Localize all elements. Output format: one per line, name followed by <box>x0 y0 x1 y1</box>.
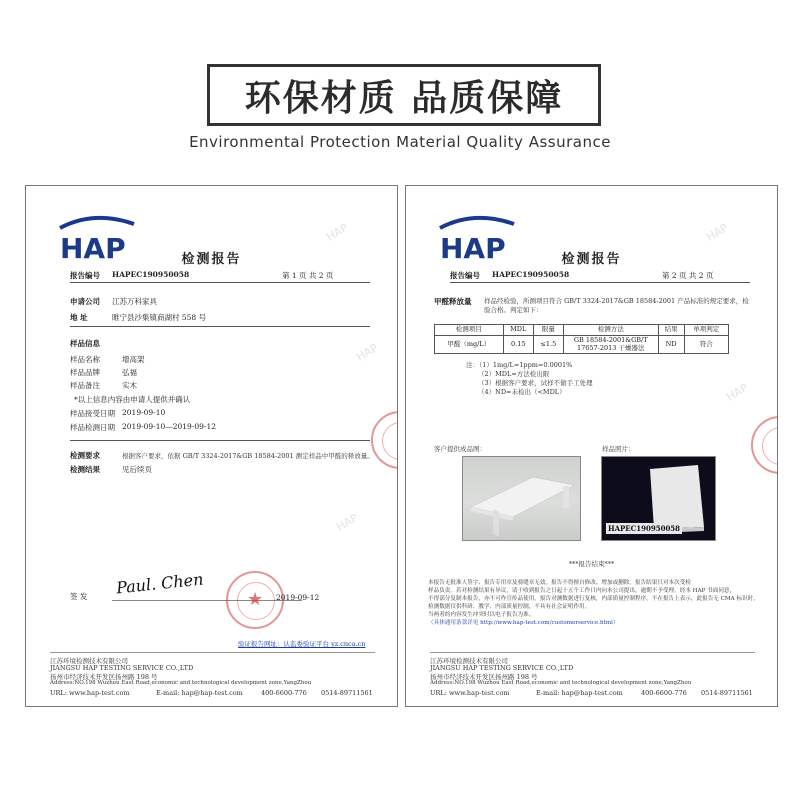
table-cell: 甲醛（mg/L） <box>435 335 504 354</box>
sample-note: *以上信息内容由申请人提供并确认 <box>74 395 191 404</box>
signature-label: 签 发 <box>70 592 88 601</box>
watermark: HAP <box>724 381 751 404</box>
table-note: 注：（1）1mg/L=1ppm=0.0001% <box>466 361 573 369</box>
page-number: 第 2 页 共 2 页 <box>662 271 714 280</box>
table-row <box>435 335 729 354</box>
client-label: 申请公司 <box>70 297 100 306</box>
page-number: 第 1 页 共 2 页 <box>282 271 334 280</box>
result-label: 检测结果 <box>70 465 100 474</box>
table-note: （4）ND=未检出（<MDL） <box>478 388 566 396</box>
watermark: HAP <box>334 511 361 534</box>
address-value: 睢宁县沙集镇商湖村 558 号 <box>112 313 207 322</box>
table-cell: 0.15 <box>503 335 533 354</box>
footer-company-cn: 江苏环境检测技术有限公司 <box>430 657 508 665</box>
watermark: HAP <box>704 221 731 244</box>
requirement-label: 检测要求 <box>70 451 100 460</box>
table-header-cell: MDL <box>503 325 533 336</box>
report-end: ***报告结束*** <box>568 560 615 568</box>
divider <box>70 440 370 441</box>
photo-right-caption: 样品照片： <box>602 445 635 453</box>
footer-url: URL: www.hap-test.com <box>430 689 510 697</box>
report-page-2 <box>405 185 778 707</box>
report-no: HAPEC190950058 <box>492 270 570 279</box>
star-icon: ★ <box>247 589 264 610</box>
report-page-1 <box>25 185 398 707</box>
sample-photo-label: HAPEC190950058 <box>608 524 681 533</box>
page-seal <box>371 411 398 469</box>
table-header-cell: 检测项目 <box>435 325 504 336</box>
footer-address-en: Address:NO.198 Wuzhou East Road,economic and technological development zone,YangZhou <box>430 680 692 686</box>
table-header-row <box>435 325 729 336</box>
footer-email: E-mail: hap@hap-test.com <box>536 689 623 697</box>
footer-address-cn: 扬州市经济技术开发区扬州路 198 号 <box>430 673 538 681</box>
banner-title: 环保材质 品质保障 <box>244 77 564 119</box>
watermark: HAP <box>324 221 351 244</box>
disclaimer-line: 不得部分复制本报告，亦不可作宣传品使用。报告对测数据进行复核，内部质量控制程序，不在报告上表示，此报告无 CMA 标识时， <box>428 596 759 602</box>
footer-company-cn: 江苏环境检测技术有限公司 <box>50 657 128 665</box>
table-cell: GB 18584-2001&GB/T 17657-2013 干燥器法 <box>563 335 658 354</box>
divider <box>70 326 370 327</box>
divider <box>430 652 755 653</box>
footer-company-en: JIANGSU HAP TESTING SERVICE CO.,LTD <box>50 664 194 672</box>
banner-subtitle: Environmental Protection Material Quality Assurance <box>189 133 611 151</box>
banner-box <box>207 64 601 126</box>
result-value: 见后续页 <box>122 465 152 474</box>
disclaimer-line: 本报告无批准人签字、报告专用章及骑缝章无效。报告不得擅自修改、增加或删除。报告结果只对本次受检 <box>428 580 691 586</box>
test-date-value: 2019-09-10—2019-09-12 <box>122 422 216 431</box>
signature-date: 2019-09-12 <box>276 593 320 602</box>
table-header-cell: 单项判定 <box>684 325 728 336</box>
table-header-cell: 检测方法 <box>563 325 658 336</box>
photo-left-caption: 客户提供成品图： <box>434 445 486 453</box>
received-date-label: 样品接受日期 <box>70 409 115 418</box>
report-no-label: 报告编号 <box>70 271 100 280</box>
test-date-label: 样品检测日期 <box>70 423 115 432</box>
client-value: 江苏万科家具 <box>112 297 157 306</box>
address-label: 地 址 <box>70 313 88 322</box>
table-header-cell: 限量 <box>533 325 563 336</box>
formaldehyde-description: 样品经检验，所测项目符合 GB/T 3324-2017&GB 18584-2001 产品标准的规定要求，检验合格。判定如下： <box>484 297 749 315</box>
disclaimer-line: 检测数据仅供科研、教学、内部质量控制，不具有社会证明作用。 <box>428 604 591 610</box>
table-cell: ND <box>658 335 684 354</box>
disclaimer-line: 样品负责。若对检测结果有异议，请于收到报告之日起十五个工作日内向本公司提出，逾期不予受理。经本 HAP 书面同意， <box>428 588 736 594</box>
sample-brand-label: 样品品牌 <box>70 368 100 377</box>
divider <box>450 282 750 283</box>
product-photo <box>462 456 581 541</box>
result-table <box>434 324 729 354</box>
table-cell: ≤1.5 <box>533 335 563 354</box>
table-cell: 符合 <box>684 335 728 354</box>
table-note: （2）MDL=方法检出限 <box>478 370 550 378</box>
sample-name-value: 增高架 <box>122 355 145 364</box>
divider <box>70 282 370 283</box>
doc-title: 检测报告 <box>181 252 242 267</box>
footer-url: URL: www.hap-test.com <box>50 689 130 697</box>
product-image <box>463 457 581 541</box>
report-no-label: 报告编号 <box>450 271 480 280</box>
watermark: HAP <box>354 341 381 364</box>
table-note: （3）根据客户要求，试样不做手工处理 <box>478 379 593 387</box>
logo-text: HAP <box>60 232 126 264</box>
terms-link[interactable]: （具体通用条款详见 http://www.hap-test.com/customerservice.html） <box>428 620 619 626</box>
table-header-cell: 结果 <box>658 325 684 336</box>
sample-remark-value: 实木 <box>122 381 137 390</box>
footer-fax: 0514-89711561 <box>701 689 753 697</box>
received-date-value: 2019-09-10 <box>122 408 166 417</box>
signature: Paul. Chen <box>115 569 205 598</box>
sample-photo <box>601 456 716 541</box>
footer-company-en: JIANGSU HAP TESTING SERVICE CO.,LTD <box>430 664 574 672</box>
footer-email: E-mail: hap@hap-test.com <box>156 689 243 697</box>
divider <box>50 652 375 653</box>
formaldehyde-label: 甲醛释放量 <box>434 297 472 306</box>
footer-address-en: Address:NO.198 Wuzhou East Road,economic and technological development zone,YangZhou <box>50 680 312 686</box>
doc-title: 检测报告 <box>561 252 622 267</box>
sample-name-label: 样品名称 <box>70 355 100 364</box>
sample-brand-value: 弘福 <box>122 368 137 377</box>
report-no: HAPEC190950058 <box>112 270 190 279</box>
verify-link[interactable]: 验证报告网址：认监委验证平台 yz.cnca.cn <box>238 640 366 648</box>
footer-phone: 400-6600-776 <box>641 689 687 697</box>
page-seal <box>751 416 778 474</box>
footer-phone: 400-6600-776 <box>261 689 307 697</box>
footer-fax: 0514-89711561 <box>321 689 373 697</box>
requirement-value: 根据客户要求，依据 GB/T 3324-2017&GB 18584-2001 测定样品中甲醛的释放量。 <box>122 452 374 460</box>
logo-text: HAP <box>440 232 506 264</box>
sample-heading: 样品信息 <box>70 339 100 348</box>
disclaimer-line: 当两者的内容发生冲突时以电子报告为准。 <box>428 612 535 618</box>
footer-address-cn: 扬州市经济技术开发区扬州路 198 号 <box>50 673 158 681</box>
sample-remark-label: 样品备注 <box>70 381 100 390</box>
